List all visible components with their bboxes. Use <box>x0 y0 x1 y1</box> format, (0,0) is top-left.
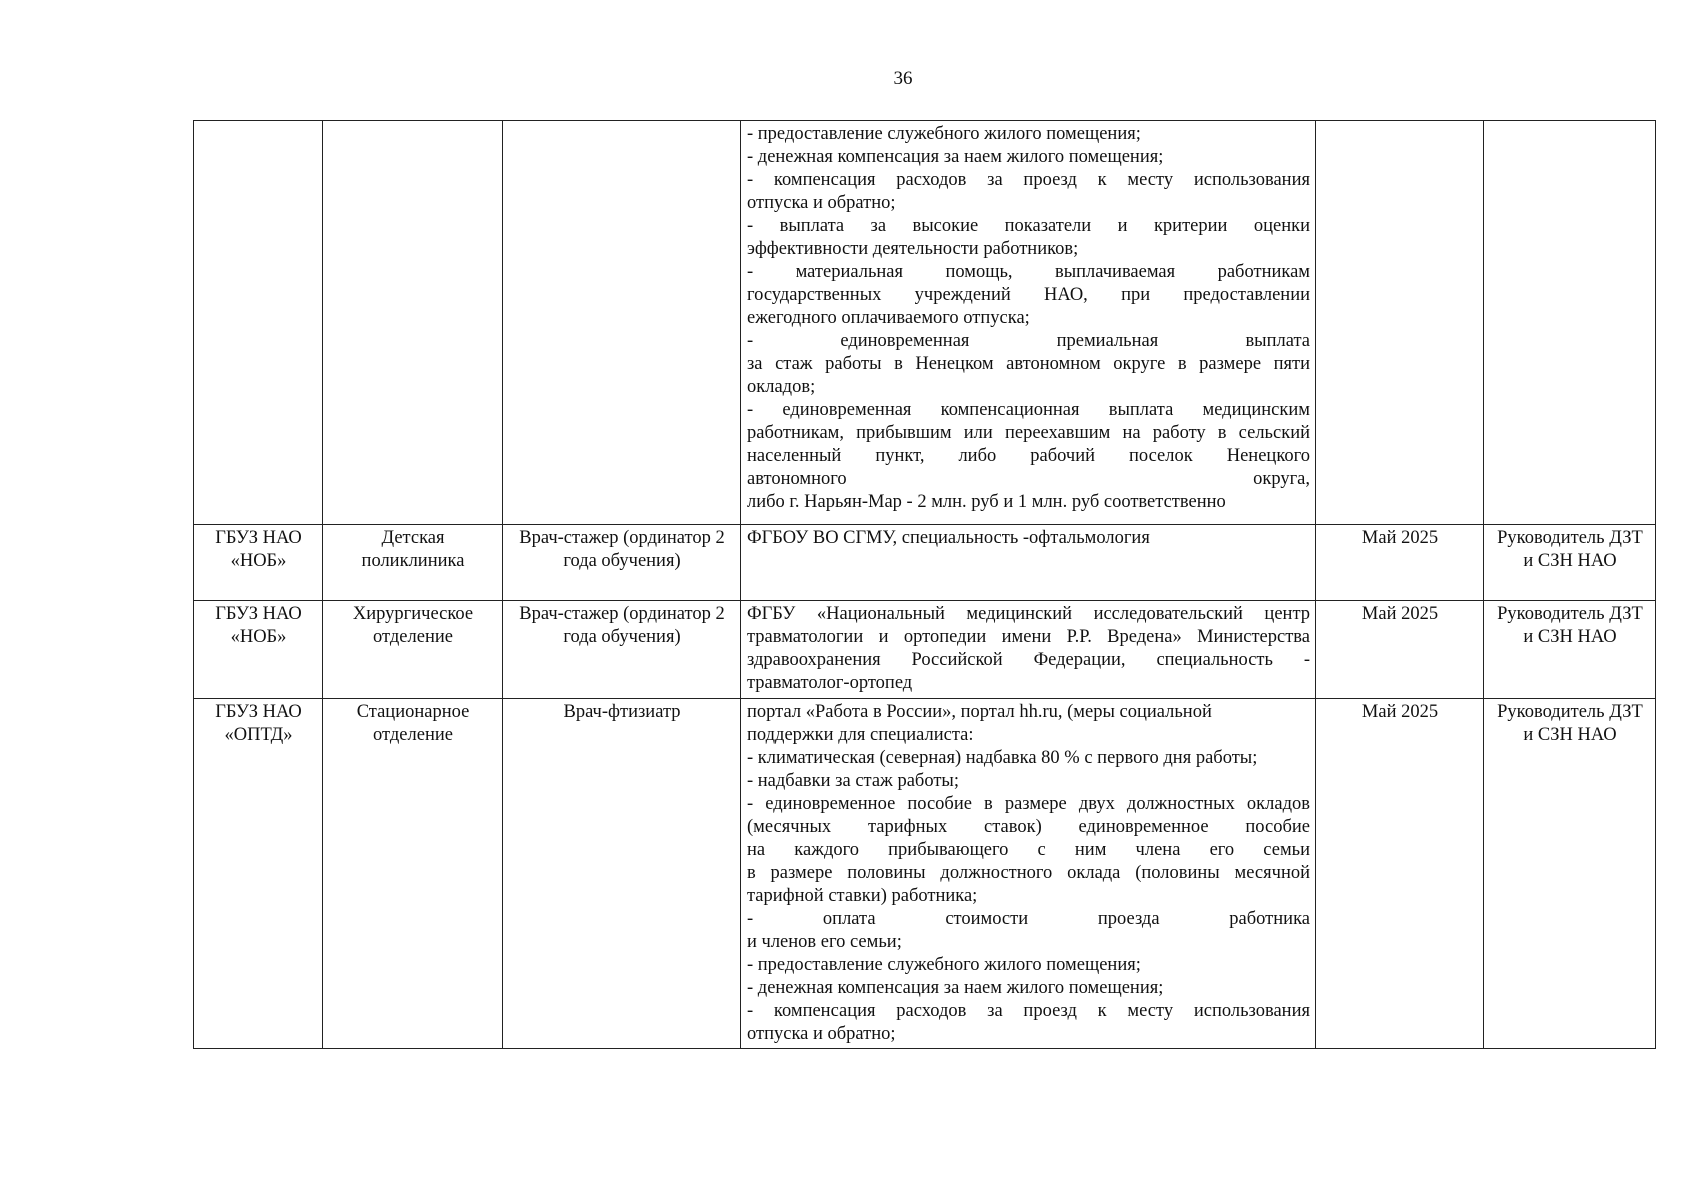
measure-line: травматолог-ортопед <box>747 673 913 693</box>
measures-cell <box>741 121 1316 525</box>
measure-line: - единовременная премиальная выплата <box>747 331 1310 351</box>
position-cell: Врач-стажер (ординатор 2 года обучения) <box>503 525 741 601</box>
measure-line: - выплата за высокие показатели и критерии оценки <box>747 216 1310 236</box>
page-number: 36 <box>893 68 913 89</box>
measure-line: за стаж работы в Ненецком автономном округе в размере пяти <box>747 354 1310 374</box>
measure-line: - компенсация расходов за проезд к месту использования <box>747 1001 1310 1021</box>
measures-cell <box>741 525 1316 601</box>
measure-line: - предоставление служебного жилого помещения; <box>747 124 1141 144</box>
measure-line: портал «Работа в России», портал hh.ru, (меры социальной <box>747 702 1212 722</box>
measure-line: окладов; <box>747 377 816 397</box>
position-cell: Врач-фтизиатр <box>503 699 741 1049</box>
deadline-cell <box>1316 121 1484 525</box>
department-cell: Стационарное отделение <box>323 699 503 1049</box>
organization-cell <box>194 121 323 525</box>
measure-line: травматологии и ортопедии имени Р.Р. Вредена» Министерства <box>747 627 1310 647</box>
measure-line: ФГБУ «Национальный медицинский исследовательский центр <box>747 604 1310 624</box>
table-body <box>194 121 1656 1049</box>
measure-line: отпуска и обратно; <box>747 193 896 213</box>
measure-line: - надбавки за стаж работы; <box>747 771 960 791</box>
measures-cell <box>741 601 1316 699</box>
position-cell <box>503 121 741 525</box>
measure-line: - единовременное пособие в размере двух должностных окладов <box>747 794 1310 814</box>
measure-line: и членов его семьи; <box>747 932 902 952</box>
measure-line: ежегодного оплачиваемого отпуска; <box>747 308 1030 328</box>
measure-line: поддержки для специалиста: <box>747 725 974 745</box>
department-cell <box>323 121 503 525</box>
table-row <box>194 699 1656 1049</box>
measure-line: работникам, прибывшим или переехавшим на работу в сельский <box>747 423 1310 443</box>
department-cell: Детская поликлиника <box>323 525 503 601</box>
measure-line: - компенсация расходов за проезд к месту использования <box>747 170 1310 190</box>
organization-cell: ГБУЗ НАО «НОБ» <box>194 525 323 601</box>
measure-line: - единовременная компенсационная выплата медицинским <box>747 400 1310 420</box>
measure-line: ФГБОУ ВО СГМУ, специальность -офтальмология <box>747 528 1150 548</box>
measure-line: - климатическая (северная) надбавка 80 % с первого дня работы; <box>747 748 1258 768</box>
responsible-cell: Руководитель ДЗТ и СЗН НАО <box>1484 699 1656 1049</box>
table-row <box>194 525 1656 601</box>
measure-line: автономного округа, <box>747 469 1310 489</box>
position-cell: Врач-стажер (ординатор 2 года обучения) <box>503 601 741 699</box>
measures-table <box>193 120 1656 1049</box>
table-row <box>194 121 1656 525</box>
department-cell: Хирургическое отделение <box>323 601 503 699</box>
responsible-cell: Руководитель ДЗТ и СЗН НАО <box>1484 601 1656 699</box>
measure-line: - материальная помощь, выплачиваемая работникам <box>747 262 1310 282</box>
measure-line: государственных учреждений НАО, при предоставлении <box>747 285 1310 305</box>
responsible-cell <box>1484 121 1656 525</box>
measure-line: на каждого прибывающего с ним члена его семьи <box>747 840 1310 860</box>
measure-line: - денежная компенсация за наем жилого помещения; <box>747 978 1164 998</box>
table-row <box>194 601 1656 699</box>
organization-cell: ГБУЗ НАО «НОБ» <box>194 601 323 699</box>
measures-cell <box>741 699 1316 1049</box>
measure-line: - денежная компенсация за наем жилого помещения; <box>747 147 1164 167</box>
measure-line: эффективности деятельности работников; <box>747 239 1079 259</box>
measure-line: отпуска и обратно; <box>747 1024 896 1044</box>
measure-line: - предоставление служебного жилого помещения; <box>747 955 1141 975</box>
responsible-cell: Руководитель ДЗТ и СЗН НАО <box>1484 525 1656 601</box>
measure-line: населенный пункт, либо рабочий поселок Ненецкого <box>747 446 1310 466</box>
deadline-cell: Май 2025 <box>1316 699 1484 1049</box>
measure-line: тарифной ставки) работника; <box>747 886 978 906</box>
measure-line: либо г. Нарьян-Мар - 2 млн. руб и 1 млн. руб соответственно <box>747 492 1226 512</box>
measure-line: в размере половины должностного оклада (половины месячной <box>747 863 1310 883</box>
measure-line: - оплата стоимости проезда работника <box>747 909 1310 929</box>
deadline-cell: Май 2025 <box>1316 601 1484 699</box>
organization-cell: ГБУЗ НАО «ОПТД» <box>194 699 323 1049</box>
measure-line: здравоохранения Российской Федерации, специальность - <box>747 650 1310 670</box>
measure-line: (месячных тарифных ставок) единовременное пособие <box>747 817 1310 837</box>
deadline-cell: Май 2025 <box>1316 525 1484 601</box>
